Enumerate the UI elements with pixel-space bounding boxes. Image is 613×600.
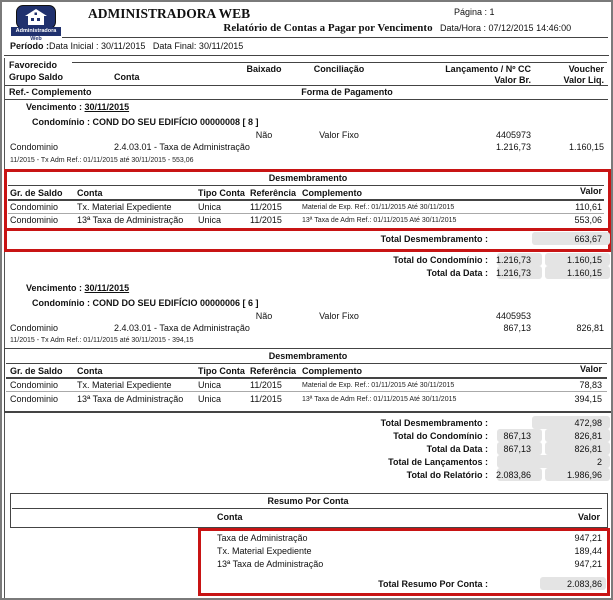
resumo-total-label: Total Resumo Por Conta : bbox=[378, 579, 488, 589]
entry-2-grupo: Condominio bbox=[10, 323, 59, 333]
desm-2-row-1-grupo: Condominio bbox=[10, 380, 59, 390]
total-data-2-br: 867,13 bbox=[503, 444, 531, 454]
desm-2-total-value: 472,98 bbox=[574, 418, 602, 428]
total-data-1-label: Total da Data : bbox=[426, 268, 488, 278]
entry-2-conta: 2.4.03.01 - Taxa de Administração bbox=[114, 323, 250, 333]
resumo-title: Resumo Por Conta bbox=[267, 496, 349, 506]
desm-1-row-1-valor: 110,61 bbox=[575, 202, 602, 212]
desm-2-row-2-grupo: Condominio bbox=[10, 394, 59, 404]
desm-2-row-divider bbox=[6, 391, 607, 392]
resumo-total-value: 2.083,86 bbox=[566, 579, 602, 589]
datetime: Data/Hora : 07/12/2015 14:46:00 bbox=[440, 23, 572, 33]
desm-1-row-2-complemento: 13ª Taxa de Adm Ref.: 01/11/2015 Até 30/11/2015 bbox=[302, 217, 457, 224]
total-condominio-2-label: Total do Condomínio : bbox=[393, 431, 488, 441]
col-valor-br: Valor Br. bbox=[494, 75, 531, 85]
col-favorecido: Favorecido bbox=[9, 60, 58, 70]
desm-2-h-conta: Conta bbox=[77, 366, 103, 376]
resumo-row-2-valor: 189,44 bbox=[574, 546, 602, 556]
entry-2-baixado: Não bbox=[255, 311, 273, 321]
desm-1-row-2-ref: 11/2015 bbox=[250, 215, 282, 225]
period-label: Período : bbox=[10, 41, 50, 51]
period-value: Data Inicial : 30/11/2015 Data Final: 30/11/2015 bbox=[49, 41, 244, 51]
resumo-col-valor: Valor bbox=[577, 512, 600, 522]
desm-2-row-1-tipo: Unica bbox=[198, 380, 222, 390]
entry-2-valor-liq: 826,81 bbox=[576, 323, 604, 333]
col-conta: Conta bbox=[114, 72, 140, 82]
vencimento-2-label: Vencimento : bbox=[26, 283, 83, 293]
desm-1-total-label: Total Desmembramento : bbox=[380, 234, 488, 244]
desm-1-row-1-tipo: Unica bbox=[198, 202, 222, 212]
entry-1-lancamento: 4405973 bbox=[495, 130, 531, 140]
resumo-row-1-valor: 947,21 bbox=[574, 533, 602, 543]
desm-2-title-divider bbox=[6, 363, 607, 364]
desm-2-header-divider bbox=[6, 377, 607, 379]
page-number: Página : 1 bbox=[454, 7, 495, 17]
desm-1-h-valor: Valor bbox=[579, 186, 602, 196]
desm-2-row-2-ref: 11/2015 bbox=[250, 394, 282, 404]
desm-2-row-1-ref: 11/2015 bbox=[250, 380, 282, 390]
resumo-row-3-conta: 13ª Taxa de Administração bbox=[217, 559, 324, 569]
resumo-row-1-conta: Taxa de Administração bbox=[217, 533, 308, 543]
logo-text-bottom: Web bbox=[30, 36, 42, 42]
desm-1-row-2-conta: 13ª Taxa de Administração bbox=[77, 215, 184, 225]
vencimento-1 bbox=[26, 102, 129, 113]
desm-2-h-grupo: Gr. de Saldo bbox=[10, 366, 63, 376]
resumo-col-conta: Conta bbox=[217, 512, 243, 522]
annotation-red-divider bbox=[4, 228, 611, 231]
entry-1-valor-liq: 1.160,15 bbox=[568, 142, 604, 152]
desm-2-row-1-complemento: Material de Exp. Ref.: 01/11/2015 Até 30/11/2015 bbox=[302, 382, 455, 389]
desm-1-row-2-grupo: Condominio bbox=[10, 215, 59, 225]
content-top-border bbox=[72, 62, 607, 63]
desm-2-row-2-complemento: 13ª Taxa de Adm Ref.: 01/11/2015 Até 30/11/2015 bbox=[302, 396, 457, 403]
desm-1-row-1-conta: Tx. Material Expediente bbox=[77, 202, 172, 212]
header-divider bbox=[62, 37, 608, 38]
desm-2-row-2-valor: 394,15 bbox=[574, 394, 602, 404]
vencimento-1-label: Vencimento : bbox=[26, 102, 83, 112]
total-condominio-1-liq: 1.160,15 bbox=[566, 255, 602, 265]
total-condominio-2-liq: 826,81 bbox=[574, 431, 602, 441]
entry-1-valor-br: 1.216,73 bbox=[495, 142, 531, 152]
condominio-2: Condomínio : COND DO SEU EDIFÍCIO 00000006 [ 6 ] bbox=[32, 298, 259, 308]
vencimento-2 bbox=[26, 283, 129, 294]
vencimento-1-date: 30/11/2015 bbox=[84, 102, 130, 112]
desm-2-h-compl: Complemento bbox=[302, 366, 363, 376]
entry-1-complemento: 11/2015 - Tx Adm Ref.: 01/11/2015 até 30/11/2015 - 553,06 bbox=[10, 157, 194, 164]
company-logo bbox=[16, 5, 56, 29]
condominio-1: Condomínio : COND DO SEU EDIFÍCIO 00000008 [ 8 ] bbox=[32, 117, 259, 127]
total-relatorio-liq: 1.986,96 bbox=[566, 470, 602, 480]
col-baixado: Baixado bbox=[246, 64, 282, 74]
desm-1-title-divider bbox=[8, 185, 604, 186]
desm-1-h-conta: Conta bbox=[77, 188, 103, 198]
desm-1-header-divider bbox=[8, 199, 604, 201]
resumo-row-3-valor: 947,21 bbox=[574, 559, 602, 569]
desm-1-h-grupo: Gr. de Saldo bbox=[10, 188, 63, 198]
desm-2-row-1-valor: 78,83 bbox=[579, 380, 602, 390]
total-relatorio-label: Total do Relatório : bbox=[406, 470, 488, 480]
col-valor-liq: Valor Liq. bbox=[563, 75, 604, 85]
entry-1-grupo: Condominio bbox=[10, 142, 59, 152]
house-icon bbox=[23, 9, 49, 25]
desm-1-title: Desmembramento bbox=[268, 173, 348, 183]
total-condominio-2-br: 867,13 bbox=[503, 431, 531, 441]
company-name: ADMINISTRADORA WEB bbox=[88, 6, 251, 21]
resumo-title-divider bbox=[12, 508, 602, 509]
col-lancamento: Lançamento / Nº CC bbox=[445, 64, 531, 74]
desm-1-row-2-valor: 553,06 bbox=[574, 215, 602, 225]
desm-1-row-divider bbox=[8, 213, 604, 214]
entry-1-baixado: Não bbox=[255, 130, 273, 140]
entry-2-lancamento: 4405953 bbox=[495, 311, 531, 321]
col-voucher: Voucher bbox=[568, 64, 604, 74]
period-row bbox=[10, 41, 243, 52]
desm-2-title: Desmembramento bbox=[268, 351, 348, 361]
col-grupo-saldo: Grupo Saldo bbox=[9, 72, 63, 82]
desm-1-row-1-ref: 11/2015 bbox=[250, 202, 282, 212]
desm-2-h-ref: Referência bbox=[250, 366, 297, 376]
total-data-1-liq: 1.160,15 bbox=[566, 268, 602, 278]
entry-2-valor-br: 867,13 bbox=[503, 323, 531, 333]
logo-text-top: Administradora bbox=[11, 27, 61, 36]
header-bottom-border bbox=[4, 55, 609, 56]
desm-1-row-1-grupo: Condominio bbox=[10, 202, 59, 212]
desm-2-row-2-conta: 13ª Taxa de Administração bbox=[77, 394, 184, 404]
desm-2-total-label: Total Desmembramento : bbox=[380, 418, 488, 428]
total-lancamentos-value: 2 bbox=[596, 457, 602, 467]
total-lancamentos-cell bbox=[497, 455, 610, 468]
total-relatorio-br: 2.083,86 bbox=[495, 470, 531, 480]
total-data-2-label: Total da Data : bbox=[426, 444, 488, 454]
entry-1-conta: 2.4.03.01 - Taxa de Administração bbox=[114, 142, 250, 152]
desm-1-row-2-tipo: Unica bbox=[198, 215, 222, 225]
entry-1-conciliacao: Valor Fixo bbox=[319, 130, 359, 140]
desm-2-h-valor: Valor bbox=[579, 364, 602, 374]
desm-1-h-tipo: Tipo Conta bbox=[198, 188, 245, 198]
vencimento-2-date: 30/11/2015 bbox=[84, 283, 130, 293]
entry-2-complemento: 11/2015 - Tx Adm Ref.: 01/11/2015 até 30/11/2015 - 394,15 bbox=[10, 337, 194, 344]
total-lancamentos-label: Total de Lançamentos : bbox=[388, 457, 488, 467]
desm-1-h-ref: Referência bbox=[250, 188, 297, 198]
resumo-row-2-conta: Tx. Material Expediente bbox=[217, 546, 312, 556]
col-forma-pagamento: Forma de Pagamento bbox=[301, 87, 393, 97]
col-ref-complemento: Ref.- Complemento bbox=[9, 87, 92, 97]
total-condominio-1-br: 1.216,73 bbox=[495, 255, 531, 265]
total-condominio-1-label: Total do Condomínio : bbox=[393, 255, 488, 265]
report-title: Relatório de Contas a Pagar por Vencimento bbox=[223, 22, 433, 34]
desm-2-h-tipo: Tipo Conta bbox=[198, 366, 245, 376]
desm-2-row-1-conta: Tx. Material Expediente bbox=[77, 380, 172, 390]
total-data-2-liq: 826,81 bbox=[574, 444, 602, 454]
desm-1-h-compl: Complemento bbox=[302, 188, 363, 198]
desm-2-row-2-tipo: Unica bbox=[198, 394, 222, 404]
header-block-divider bbox=[5, 99, 608, 100]
entry-2-conciliacao: Valor Fixo bbox=[319, 311, 359, 321]
desm-1-row-1-complemento: Material de Exp. Ref.: 01/11/2015 Até 30/11/2015 bbox=[302, 204, 455, 211]
header-row-divider bbox=[5, 85, 608, 86]
desm-1-total-value: 663,67 bbox=[574, 234, 602, 244]
col-conciliacao: Conciliação bbox=[313, 64, 365, 74]
total-data-1-br: 1.216,73 bbox=[495, 268, 531, 278]
